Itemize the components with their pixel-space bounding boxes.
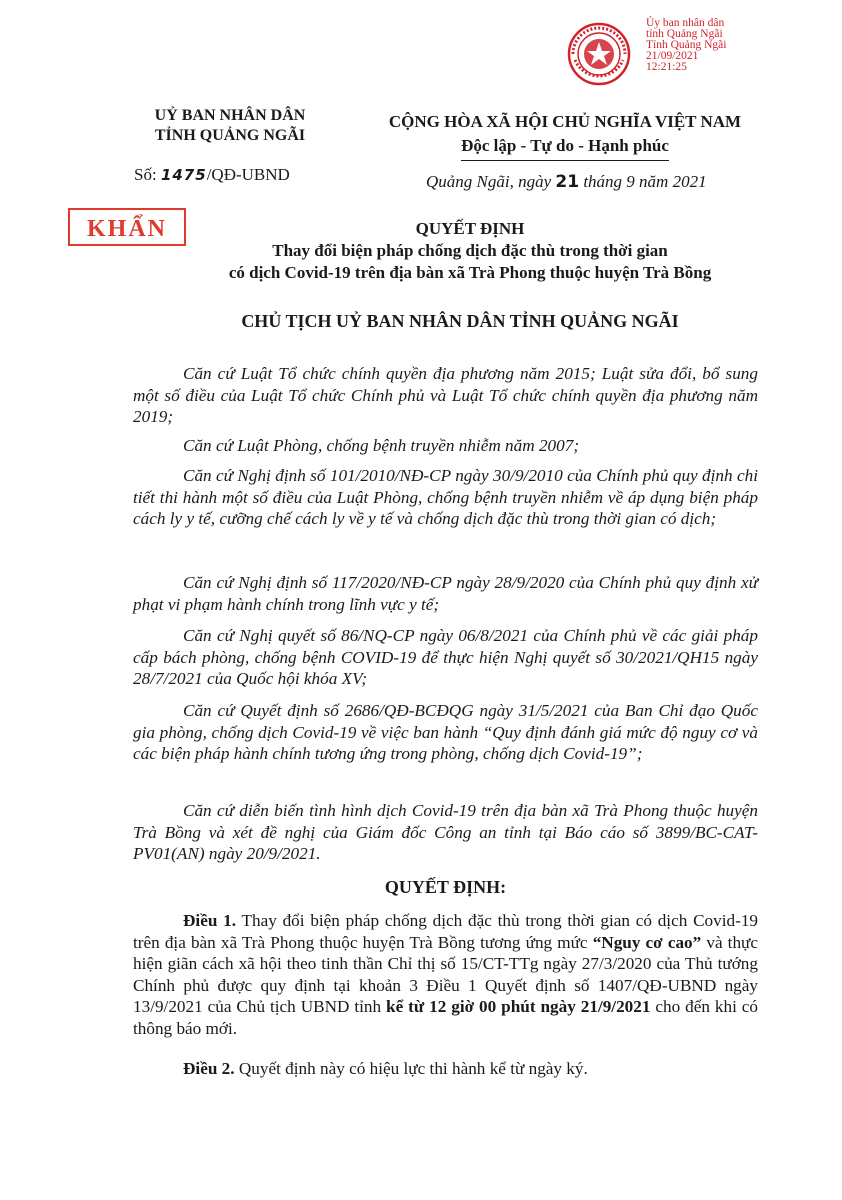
doc-number-prefix: Số:: [134, 165, 161, 184]
national-header: [360, 110, 770, 161]
decision-subject-line1: Thay đổi biện pháp chống dịch đặc thù trong thời gian: [272, 241, 668, 260]
signature-date: 21/09/2021: [646, 50, 699, 62]
urgent-stamp: KHẨN: [68, 208, 186, 246]
doc-number-suffix: /QĐ-UBND: [206, 165, 290, 184]
signature-province: tỉnh Quảng Ngãi: [646, 28, 723, 40]
doc-number-value: 1475: [160, 166, 207, 184]
article-1-label: Điều 1.: [183, 911, 237, 930]
article-2-label: Điều 2.: [183, 1059, 235, 1078]
date-rest: tháng 9 năm 2021: [579, 172, 707, 191]
digital-signature-info: [646, 18, 766, 73]
document-date: [426, 172, 707, 192]
legal-basis: Căn cứ Nghị định số 101/2010/NĐ-CP ngày 30/9/2010 của Chính phủ quy định chi tiết thi hành một số điều của Luật Phòng, chống bệnh truyền nhiễm về áp dụng biện pháp cách ly y tế, cưỡng chế cách ly về y tế và chống dịch đặc thù trong thời gian có dịch;: [133, 466, 758, 528]
date-prefix: Quảng Ngãi, ngày: [426, 172, 556, 191]
issuing-authority: [120, 106, 340, 146]
decide-heading: QUYẾT ĐỊNH:: [384, 877, 507, 897]
chairman-title: CHỦ TỊCH UỶ BAN NHÂN DÂN TỈNH QUẢNG NGÃI: [241, 311, 679, 331]
article-1: [133, 910, 758, 1039]
legal-basis: Căn cứ Luật Phòng, chống bệnh truyền nhiễm năm 2007;: [183, 436, 580, 455]
national-name: CỘNG HÒA XÃ HỘI CHỦ NGHĨA VIỆT NAM: [388, 112, 742, 131]
official-seal-icon: [567, 22, 631, 86]
signature-org: Ủy ban nhân dân: [646, 17, 725, 29]
signature-time: 12:21:25: [646, 61, 687, 73]
authority-line1: UỶ BAN NHÂN DÂN: [154, 107, 306, 124]
authority-line2: TỈNH QUẢNG NGÃI: [154, 127, 306, 144]
legal-basis: Căn cứ Quyết định số 2686/QĐ-BCĐQG ngày 31/5/2021 của Ban Chỉ đạo Quốc gia phòng, chống dịch Covid-19 về việc ban hành “Quy định đánh giá mức độ nguy cơ và các biện pháp hành chính tương ứng trong phòng, chống dịch Covid-19”;: [133, 701, 758, 763]
article-2-text: Quyết định này có hiệu lực thi hành kể từ ngày ký.: [234, 1059, 588, 1078]
decision-heading: QUYẾT ĐỊNH: [415, 219, 525, 238]
date-day: 21: [555, 172, 580, 192]
legal-basis: Căn cứ Nghị quyết số 86/NQ-CP ngày 06/8/2021 của Chính phủ về các giải pháp cấp bách phòng, chống bệnh COVID-19 để thực hiện Nghị quyết số 30/2021/QH15 ngày 28/7/2021 của Quốc hội khóa XV;: [133, 626, 758, 688]
decision-subject-line2: có dịch Covid-19 trên địa bàn xã Trà Phong thuộc huyện Trà Bồng: [228, 263, 712, 282]
legal-basis: Căn cứ Nghị định số 117/2020/NĐ-CP ngày 28/9/2020 của Chính phủ quy định xử phạt vi phạm hành chính trong lĩnh vực y tế;: [133, 573, 758, 614]
national-motto: Độc lập - Tự do - Hạnh phúc: [461, 134, 669, 161]
legal-basis: Căn cứ diễn biến tình hình dịch Covid-19 trên địa bàn xã Trà Phong thuộc huyện Trà Bồng và xét đề nghị của Giám đốc Công an tỉnh tại Báo cáo số 3899/BC-CAT-PV01(AN) ngày 20/9/2021.: [133, 801, 758, 863]
article-1-text-c: cho đến khi có thông báo mới.: [133, 997, 759, 1038]
article-2: [133, 1058, 758, 1080]
decision-title: [150, 218, 790, 284]
signature-org2: Tỉnh Quảng Ngãi: [646, 39, 727, 51]
article-1-bold-b: kể từ 12 giờ 00 phút ngày 21/9/2021: [386, 997, 651, 1016]
document-number: [134, 165, 290, 185]
article-1-text-a: Thay đổi biện pháp chống dịch đặc thù trong thời gian có dịch Covid-19 trên địa bàn xã Trà Phong thuộc huyện Trà Bồng tương ứng mức: [133, 911, 759, 952]
legal-basis: Căn cứ Luật Tổ chức chính quyền địa phương năm 2015; Luật sửa đổi, bổ sung một số điều của Luật Tổ chức Chính phủ và Luật Tổ chức chính quyền địa phương năm 2019;: [133, 364, 758, 426]
article-1-text-b: và thực hiện giãn cách xã hội theo tinh thần Chỉ thị số 15/CT-TTg ngày 27/3/2020 của Thủ tướng Chính phủ được quy định tại khoản 3 Điều 1 Quyết định số 1407/QĐ-UBND ngày 13/9/2021 của Chủ tịch UBND tỉnh: [133, 932, 758, 1016]
article-1-bold-a: “Nguy cơ cao”: [592, 932, 702, 952]
